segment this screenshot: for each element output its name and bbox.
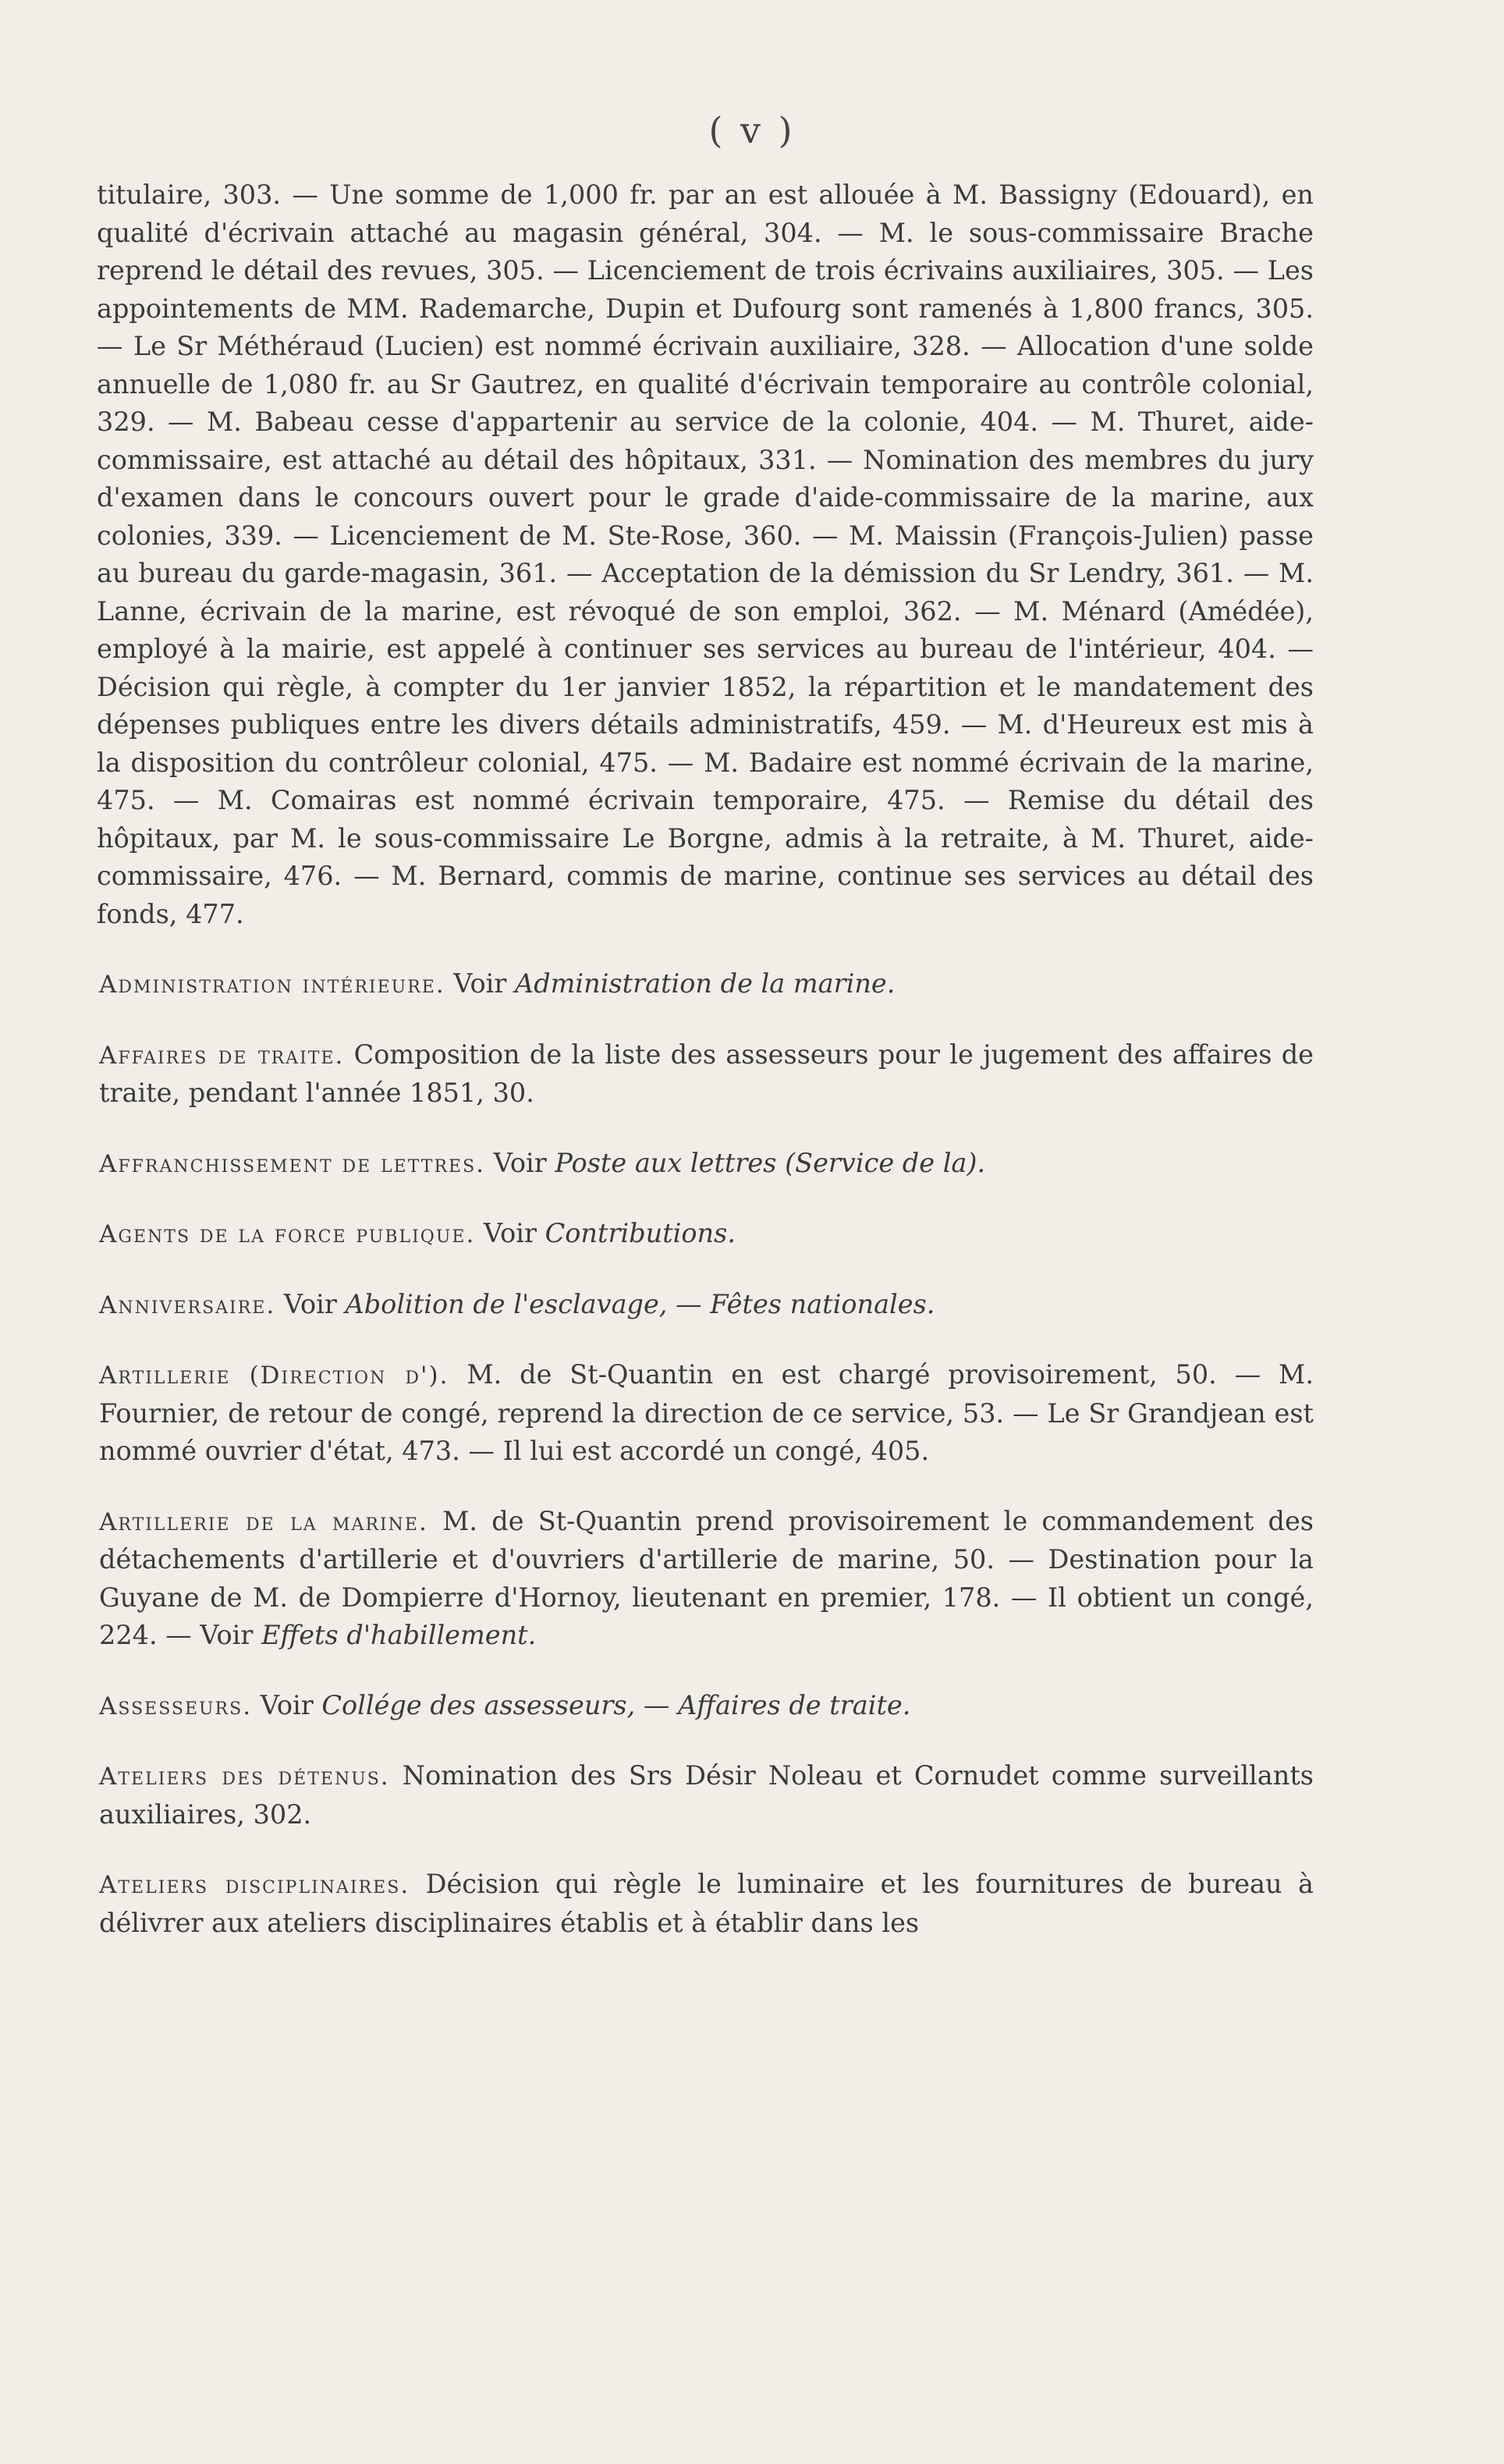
entry-text: Voir bbox=[445, 968, 516, 999]
entry-headword: Artillerie (Direction d'). bbox=[99, 1362, 449, 1390]
entry-text: Décision qui règle le luminaire et les fournitures de bureau à délivrer aux ateliers disciplinaires établis et à établir dans les bbox=[99, 1869, 1314, 1938]
index-entry-administration-interieure bbox=[97, 965, 1314, 1004]
opening-paragraph: titulaire, 303. — Une somme de 1,000 fr. par an est allouée à M. Bassigny (Edouard), en qualité d'écrivain attaché au magasin général, 304. — M. le sous-commissaire Brache reprend le détail des revues, 305. — Licenciement de trois écrivains auxiliaires, 305. — Les appointements de MM. Rademarche, Dupin et Dufourg sont ramenés à 1,800 francs, 305. — Le Sr Méthéraud (Lucien) est nommé écrivain auxiliaire, 328. — Allocation d'une solde annuelle de 1,080 fr. au Sr Gautrez, en qualité d'écrivain temporaire au contrôle colonial, 329. — M. Babeau cesse d'appartenir au service de la colonie, 404. — M. Thuret, aide-commissaire, est attaché au détail des hôpitaux, 331. — Nomination des membres du jury d'examen dans le concours ouvert pour le grade d'aide-commissaire de la marine, aux colonies, 339. — Licenciement de M. Ste-Rose, 360. — M. Maissin (François-Julien) passe au bureau du garde-magasin, 361. — Acceptation de la démission du Sr Lendry, 361. — M. Lanne, écrivain de la marine, est révoqué de son emploi, 362. — M. Ménard (Amédée), employé à la mairie, est appelé à continuer ses services au bureau de l'intérieur, 404. — Décision qui règle, à compter du 1er janvier 1852, la répartition et le mandatement des dépenses publiques entre les divers détails administratifs, 459. — M. d'Heureux est mis à la disposition du contrôleur colonial, 475. — M. Badaire est nommé écrivain de la marine, 475. — M. Comairas est nommé écrivain temporaire, 475. — Remise du détail des hôpitaux, par M. le sous-commissaire Le Borgne, admis à la retraite, à M. Thuret, aide-commissaire, 476. — M. Bernard, commis de marine, continue ses services au détail des fonds, 477. bbox=[97, 179, 1314, 929]
index-entry-affaires-de-traite bbox=[97, 1036, 1314, 1113]
entry-reference: Contributions. bbox=[544, 1218, 736, 1248]
entry-text: Voir bbox=[252, 1689, 322, 1720]
entry-text: Voir bbox=[485, 1147, 555, 1178]
entry-reference: Collége des assesseurs, — Affaires de traite. bbox=[321, 1689, 911, 1720]
index-entry-anniversaire bbox=[97, 1286, 1314, 1325]
index-entry-assesseurs bbox=[97, 1687, 1314, 1726]
entry-text: Voir bbox=[275, 1288, 346, 1319]
entry-reference: Poste aux lettres (Service de la). bbox=[555, 1147, 986, 1178]
entry-headword: Ateliers disciplinaires. bbox=[99, 1871, 410, 1899]
index-entry-artillerie-direction bbox=[97, 1356, 1314, 1471]
entry-headword: Assesseurs. bbox=[99, 1692, 253, 1720]
entry-headword: Ateliers des détenus. bbox=[99, 1763, 390, 1791]
entry-headword: Administration intérieure. bbox=[99, 971, 445, 999]
index-page-body bbox=[97, 176, 1314, 1942]
entry-reference: Administration de la marine. bbox=[515, 968, 896, 999]
index-entry-affranchissement-de-lettres bbox=[97, 1145, 1314, 1184]
entry-headword: Artillerie de la marine. bbox=[99, 1507, 428, 1536]
index-entry-ateliers-disciplinaires bbox=[97, 1866, 1314, 1942]
entry-text: Nomination des Srs Désir Noleau et Cornudet comme surveillants auxiliaires, 302. bbox=[99, 1760, 1314, 1830]
entry-headword: Affranchissement de lettres. bbox=[99, 1149, 486, 1178]
index-entry-artillerie-de-la-marine bbox=[97, 1503, 1314, 1655]
entry-text: M. de St-Quantin en est chargé provisoirement, 50. — M. Fournier, de retour de congé, reprend la direction de ce service, 53. — Le Sr Grandjean est nommé ouvrier d'état, 473. — Il lui est accordé un congé, 405. bbox=[99, 1359, 1314, 1466]
entry-reference: Abolition de l'esclavage, — Fêtes nationales. bbox=[345, 1288, 935, 1319]
entry-headword: Affaires de traite. bbox=[99, 1041, 345, 1070]
entry-text: Composition de la liste des assesseurs pour le jugement des affaires de traite, pendant l'année 1851, 30. bbox=[99, 1039, 1314, 1108]
entry-reference: Effets d'habillement. bbox=[261, 1620, 537, 1650]
entry-text: Voir bbox=[475, 1218, 545, 1248]
index-entry-ateliers-des-detenus bbox=[97, 1757, 1314, 1834]
entry-headword: Anniversaire. bbox=[99, 1291, 276, 1319]
page-number: ( v ) bbox=[708, 109, 796, 151]
index-entry-agents-de-la-force-publique bbox=[97, 1215, 1314, 1254]
entry-headword: Agents de la force publique. bbox=[99, 1220, 476, 1248]
entry-text: M. de St-Quantin prend provisoirement le commandement des détachements d'artillerie et d'ouvriers d'artillerie de marine, 50. — Destination pour la Guyane de M. de Dompierre d'Hornoy, lieutenant en premier, 178. — Il obtient un congé, 224. — Voir bbox=[99, 1505, 1314, 1650]
